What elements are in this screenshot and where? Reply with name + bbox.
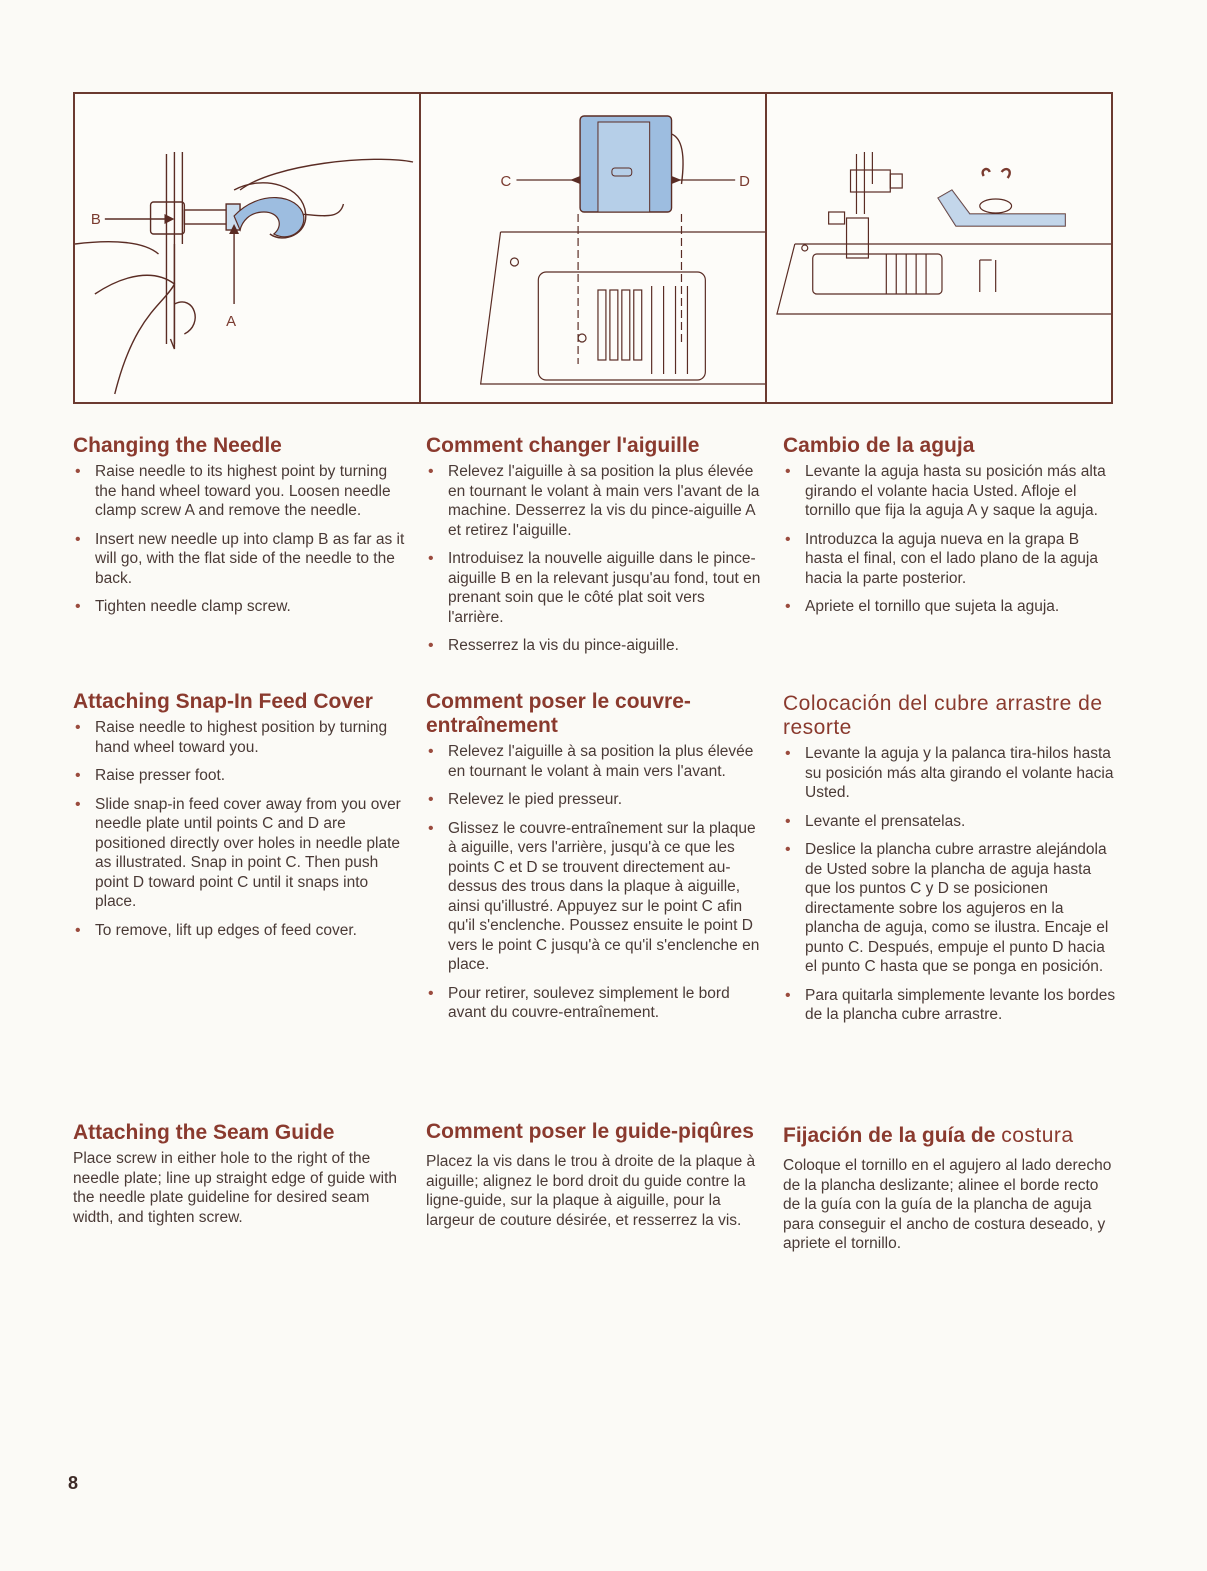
- section-seam-guide-en: [73, 1121, 408, 1227]
- section-feed-cover-fr: [426, 690, 761, 1032]
- paragraph: Place screw in either hole to the right of the needle plate; line up straight edge of guide with the needle plate guideline for desired seam width, and tighten screw.: [73, 1150, 398, 1226]
- heading-feed-cover-es: Colocación del cubre arrastre de resorte: [783, 692, 1103, 739]
- list-item: • Levante el prensatelas.: [783, 812, 1118, 832]
- bullet-list: [73, 462, 408, 617]
- list-item: • Slide snap-in feed cover away from you over needle plate until points C and D are positioned directly over holes in needle plate as illustrated. Snap in point C. Then push point D toward point C until it snaps into place.: [73, 795, 408, 912]
- section-seam-guide-es: [783, 1124, 1118, 1254]
- heading-changing-needle-en: Changing the Needle: [73, 434, 282, 457]
- section-changing-needle-en: [73, 434, 408, 626]
- bullet-list: [426, 462, 761, 656]
- list-item: • Pour retirer, soulevez simplement le bord avant du couvre-entraînement.: [426, 984, 761, 1023]
- bullet-list: [426, 742, 761, 1023]
- section-feed-cover-es: [783, 692, 1118, 1034]
- bullet-list: [73, 718, 408, 940]
- needle-change-illustration: [75, 94, 419, 402]
- illustration-strip: [73, 92, 1113, 404]
- list-item: • Raise needle to its highest point by turning the hand wheel toward you. Loosen needle clamp screw A and remove the needle.: [73, 462, 408, 521]
- list-item: • Para quitarla simplemente levante los bordes de la plancha cubre arrastre.: [783, 986, 1118, 1025]
- heading-feed-cover-fr: Comment poser le couvre-entraînement: [426, 690, 691, 737]
- list-item: • Introduisez la nouvelle aiguille dans le pince-aiguille B en la relevant jusqu'au fond, tout en prenant soin que le côté plat soit vers l'arrière.: [426, 549, 761, 627]
- bullet-list: [783, 462, 1118, 617]
- list-item: • Tighten needle clamp screw.: [73, 597, 408, 617]
- section-feed-cover-en: [73, 690, 408, 949]
- list-item: • Insert new needle up into clamp B as far as it will go, with the flat side of the needle to the back.: [73, 530, 408, 589]
- paragraph: Placez la vis dans le trou à droite de la plaque à aiguille; alignez le bord droit du guide contre la ligne-guide, sur la plaque à aiguille, pour la largeur de couture désirée, et resserrez la vis.: [426, 1153, 756, 1229]
- list-item: • To remove, lift up edges of feed cover.: [73, 921, 408, 941]
- list-item: • Raise presser foot.: [73, 766, 408, 786]
- bullet-list: [783, 744, 1118, 1025]
- heading-changing-needle-fr: Comment changer l'aiguille: [426, 434, 700, 457]
- list-item: • Relevez le pied presseur.: [426, 790, 761, 810]
- heading-changing-needle-es: Cambio de la aguja: [783, 434, 975, 457]
- label-b: B: [90, 210, 101, 229]
- list-item: • Apriete el tornillo que sujeta la aguja.: [783, 597, 1118, 617]
- section-changing-needle-fr: [426, 434, 761, 665]
- heading-seam-guide-es: [783, 1124, 1118, 1148]
- heading-feed-cover-en: Attaching Snap-In Feed Cover: [73, 690, 373, 713]
- section-changing-needle-es: [783, 434, 1118, 626]
- paragraph: Coloque el tornillo en el agujero al lado derecho de la plancha deslizante; alinee el borde recto de la guía con la guía de la plancha de aguja para conseguir el ancho de costura deseado, y apriete el tornillo.: [783, 1157, 1112, 1252]
- heading-seam-guide-es-part-2: costura: [1001, 1124, 1074, 1147]
- heading-seam-guide-fr: Comment poser le guide-piqûres: [426, 1120, 754, 1143]
- list-item: • Introduzca la aguja nueva en la grapa B hasta el final, con el lado plano de la aguja hacia la parte posterior.: [783, 530, 1118, 589]
- list-item: • Glissez le couvre-entraînement sur la plaque à aiguille, vers l'arrière, jusqu'à ce que les points C et D se trouvent directement au-dessus des trous dans la plaque à aiguille, ainsi qu'illustré. Appuyez sur le point C afin qu'il s'enclenche. Poussez ensuite le point D vers le point C jusqu'à ce qu'il s'enclenche en place.: [426, 819, 761, 975]
- label-a: A: [226, 312, 237, 331]
- section-seam-guide-fr: [426, 1120, 761, 1230]
- feed-cover-illustration: [419, 94, 765, 402]
- list-item: • Raise needle to highest position by turning hand wheel toward you.: [73, 718, 408, 757]
- list-item: • Relevez l'aiguille à sa position la plus élevée en tournant le volant à main vers l'avant.: [426, 742, 761, 781]
- list-item: • Levante la aguja hasta su posición más alta girando el volante hacia Usted. Afloje el tornillo que fija la aguja A y saque la aguja.: [783, 462, 1118, 521]
- page-number: 8: [68, 1473, 79, 1493]
- heading-seam-guide-en: Attaching the Seam Guide: [73, 1121, 335, 1144]
- list-item: • Deslice la plancha cubre arrastre alejándola de Usted sobre la plancha de aguja hasta que los puntos C y D se posicionen directamente sobre los agujeros en la plancha de aguja, como se ilustra. Encaje el punto C. Después, empuje el punto D hacia el punto C hasta que se ponga en posición.: [783, 840, 1118, 977]
- list-item: • Relevez l'aiguille à sa position la plus élevée en tournant le volant à main vers l'avant de la machine. Desserrez la vis du pince-aiguille A et retirez l'aiguille.: [426, 462, 761, 540]
- list-item: • Resserrez la vis du pince-aiguille.: [426, 636, 761, 656]
- list-item: • Levante la aguja y la palanca tira-hilos hasta su posición más alta girando el volante hacia Usted.: [783, 744, 1118, 803]
- heading-seam-guide-es-part-1: Fijación de la guía de: [783, 1124, 996, 1147]
- label-d: D: [739, 172, 750, 191]
- seam-guide-illustration: [765, 94, 1111, 402]
- label-c: C: [500, 172, 512, 191]
